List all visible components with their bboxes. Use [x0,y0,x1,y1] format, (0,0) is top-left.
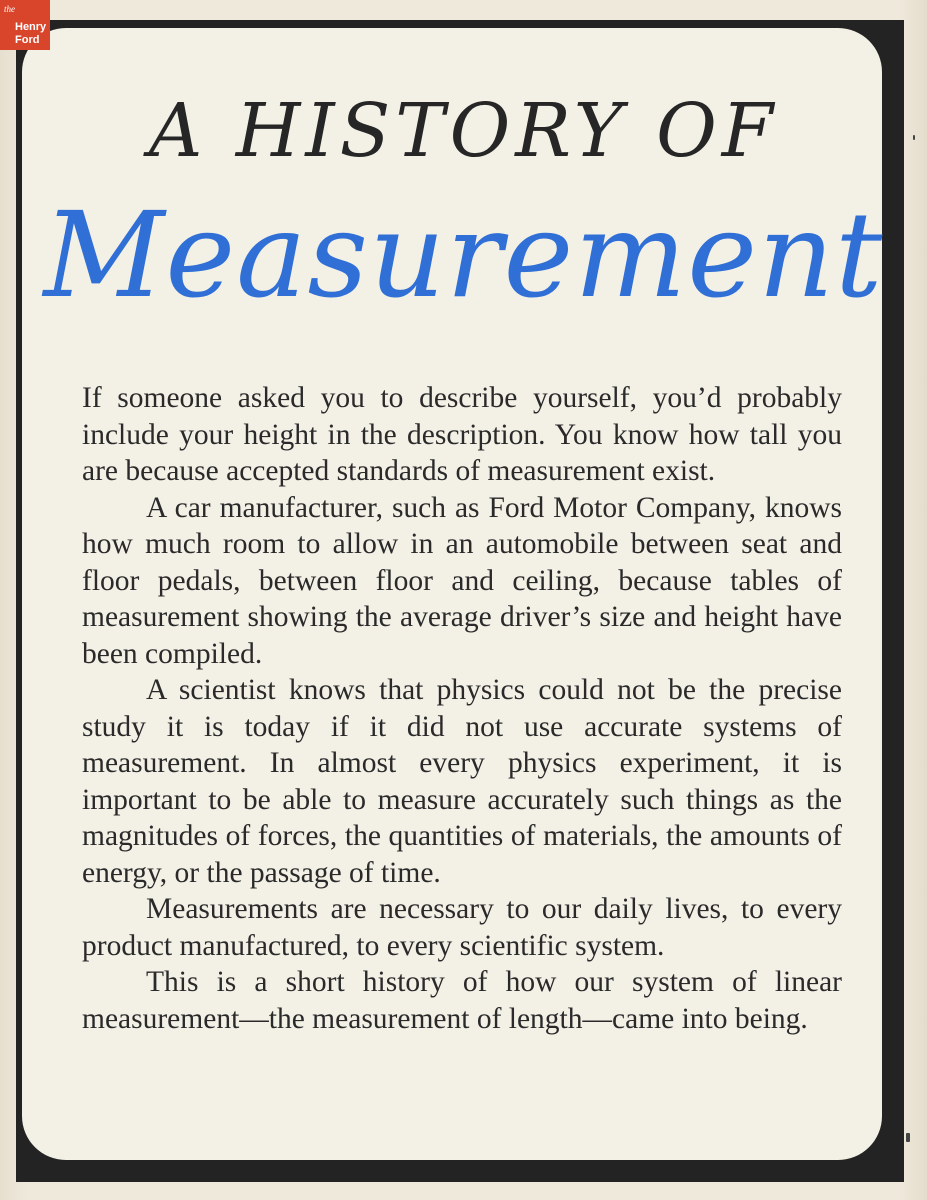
paper-speck [906,1133,910,1142]
logo-henry-text: Henry [15,21,47,33]
paragraph-2: A car manufacturer, such as Ford Motor Company, knows how much room to allow in an automobile between seat and floor pedals, between floor and ceiling, because tables of measurement showing the average driver’s size and height have been compiled. [82,491,842,670]
title-line-1: A HISTORY OF [148,88,779,174]
paper-speck [913,135,915,140]
logo-ford-text: Ford [15,34,40,46]
paragraph-4: Measurements are necessary to our daily lives, to every product manufactured, to every scientific system. [82,893,842,962]
logo-the-text: the [4,4,15,14]
body-text [82,380,842,1037]
paragraph-3: A scientist knows that physics could not be the precise study it is today if it did not use accurate systems of measurement. In almost every physics experiment, it is important to be able to measure accurately such things as the magnitudes of forces, the quantities of materials, the amounts of energy, or the passage of time. [82,674,842,889]
title-line-2: Measurement [43,186,884,324]
henry-ford-logo [0,0,50,50]
paragraph-5: This is a short history of how our system of linear measurement—the measurement of length—came into being. [82,966,842,1035]
paragraph-1: If someone asked you to describe yourself, you’d probably include your height in the description. You know how tall you are because accepted standards of measurement exist. [82,382,842,487]
